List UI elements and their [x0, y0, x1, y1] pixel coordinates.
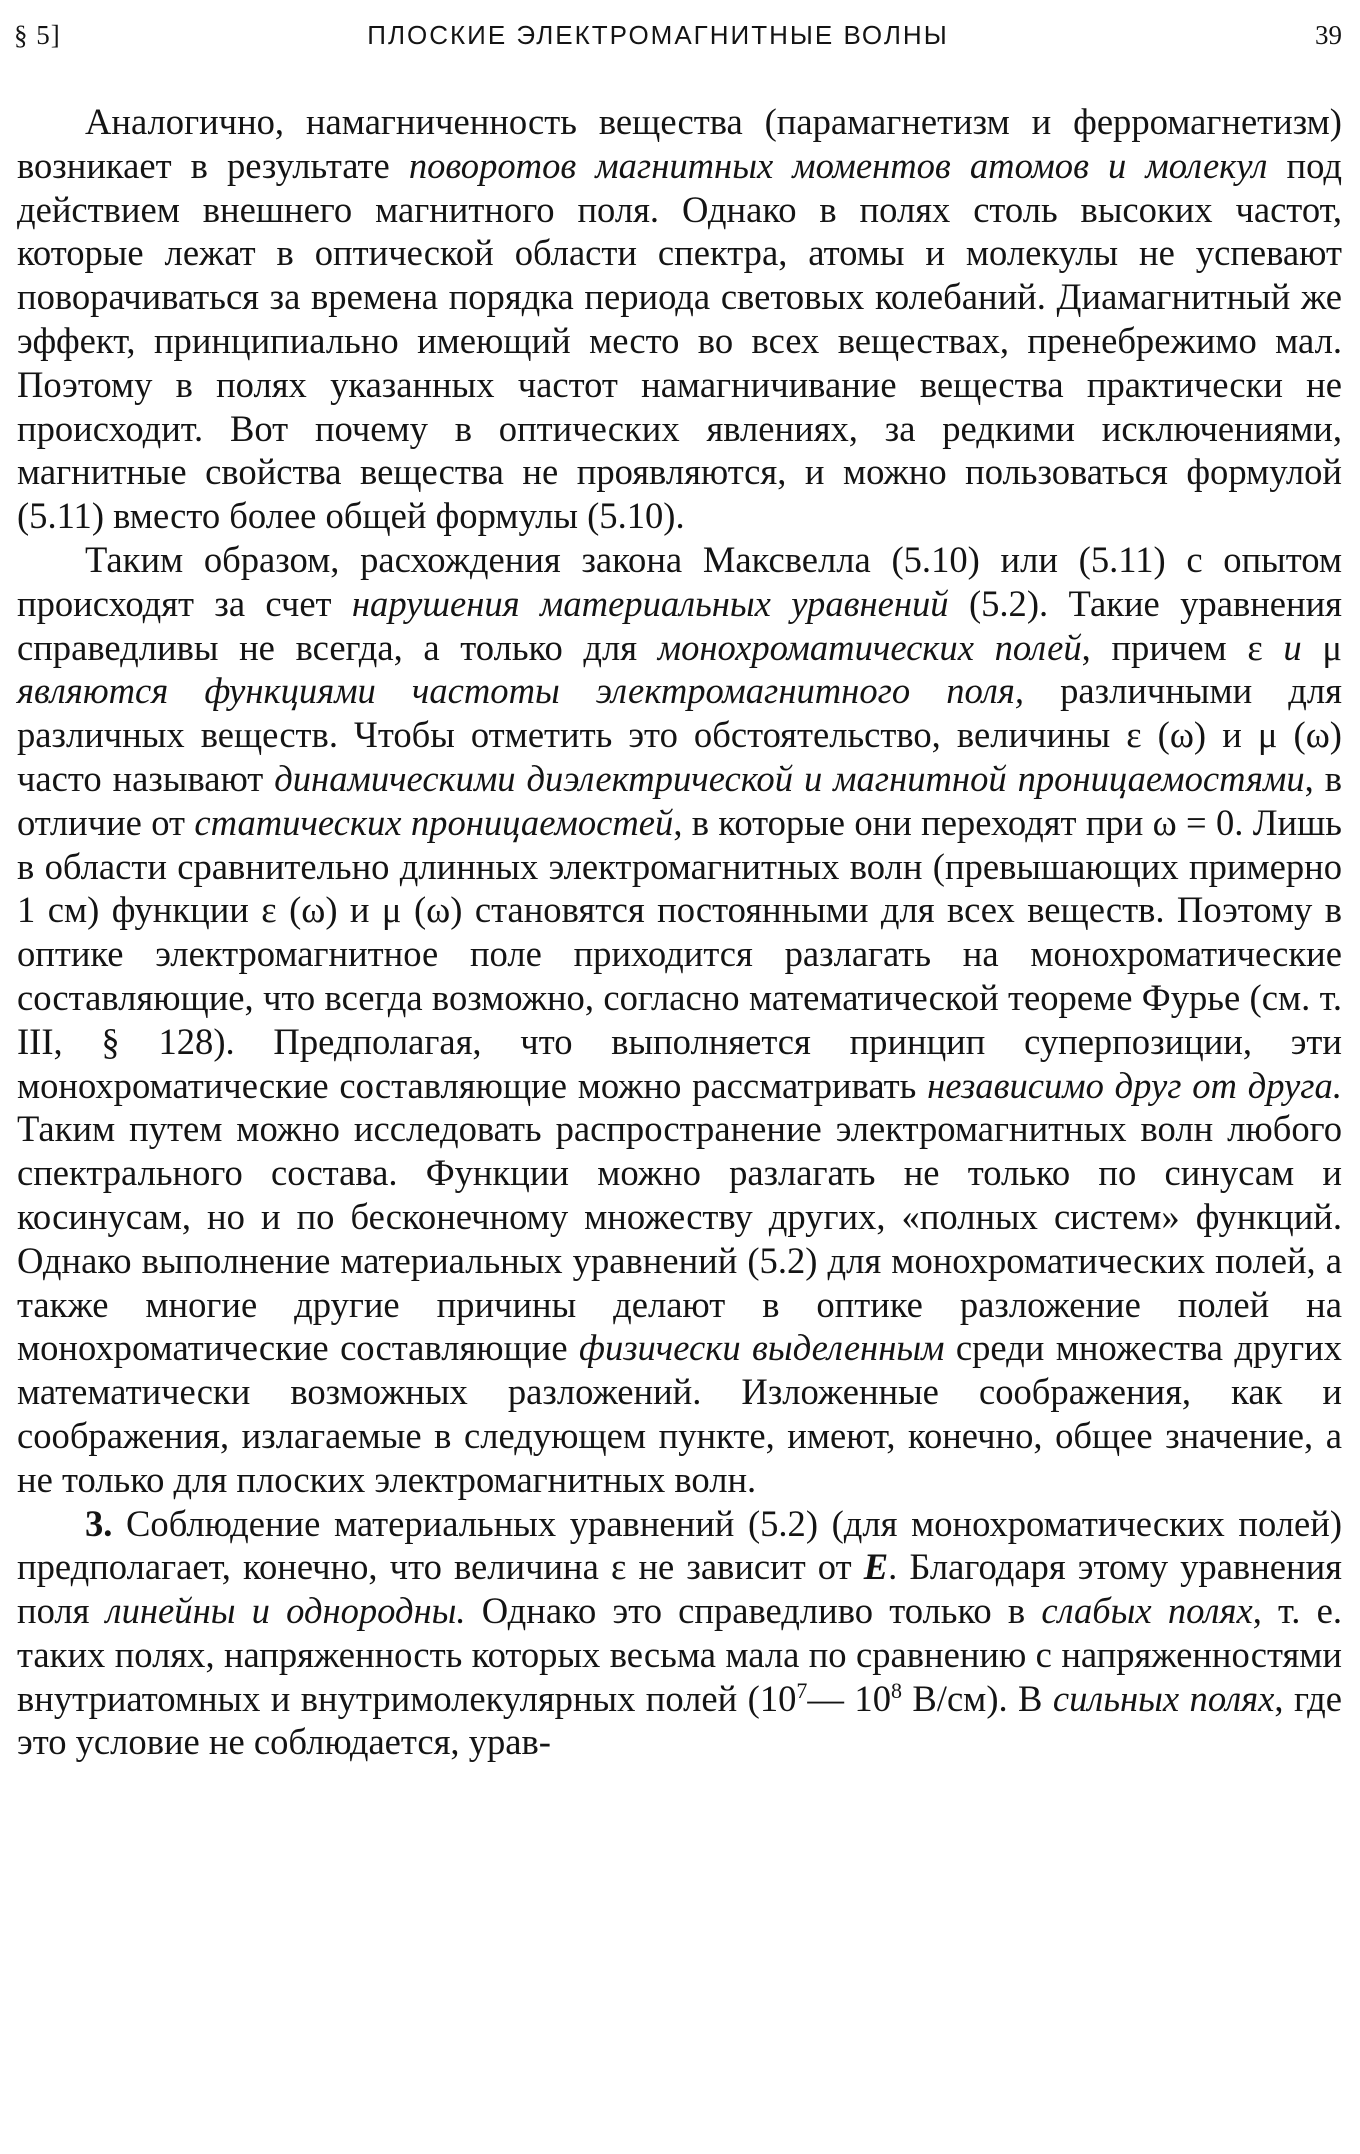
paragraph-magnetization: Аналогично, намагниченность вещества (парамагнетизм и ферромагнетизм) возникает в результате поворотов магнитных моментов атомов и молекул под действием внешнего магнитного поля. Однако в полях столь высоких частот, которые лежат в оптической области спектра, атомы и молекулы не успевают поворачиваться за времена порядка периода световых колебаний. Диамагнитный же эффект, принципиально имеющий место во всех веществах, пренебрежимо мал. Поэтому в полях указанных частот намагничивание вещества практически не происходит. Вот почему в оптических явлениях, за редкими исключениями, магнитные свойства вещества не проявляются, и можно пользоваться формулой (5.11) вместо более общей формулы (5.10).	[17, 101, 1342, 537]
text-run: являются функциями частоты электромагнитного поля,	[17, 670, 1025, 712]
text-run: E	[863, 1546, 889, 1588]
text-run: и	[1283, 626, 1302, 668]
section-number: § 5]	[14, 19, 61, 50]
paragraph-material-equations: Таким образом, расхождения закона Максвелла (5.10) или (5.11) с опытом происходят за счет нарушения материальных уравнений (5.2). Такие уравнения справедливы не всегда, а только для монохроматических полей, причем ε и μ являются функциями частоты электромагнитного поля, различными для различных веществ. Чтобы отметить это обстоятельство, величины ε (ω) и μ (ω) часто называют динамическими диэлектрической и магнитной проницаемостями, в отличие от статических проницаемостей, в которые они переходят при ω = 0. Лишь в области сравнительно длинных электромагнитных волн (превышающих примерно 1 см) функции ε (ω) и μ (ω) становятся постоянными для всех веществ. Поэтому в оптике электромагнитное поле приходится разлагать на монохроматические составляющие, что всегда возможно, согласно математической теореме Фурье (см. т. III, § 128). Предполагая, что выполняется принцип суперпозиции, эти монохроматические составляющие можно рассматривать независимо друг от друга. Таким путем можно исследовать распространение электромагнитных волн любого спектрального состава. Функции можно разлагать не только по синусам и косинусам, но и по бесконечному множеству других, «полных систем» функций. Однако выполнение материальных уравнений (5.2) для монохроматических полей, а также многие другие причины делают в оптике разложение полей на монохроматические составляющие физически выделенным среди множества других математически возможных разложений. Изложенные соображения, как и соображения, излагаемые в следующем пункте, имеют, конечно, общее значение, а не только для плоских электромагнитных волн.	[17, 538, 1343, 1500]
text-run: статических проницаемостей	[194, 801, 674, 843]
paragraph-weak-fields: 3. Соблюдение материальных уравнений (5.2) (для монохроматических полей) предполагает, конечно, что величина ε не зависит от E. Благодаря этому уравнения поля линейны и однородны. Однако это справедливо только в слабых полях, т. е. таких полях, напряженность которых весьма мала по сравнению с напряженностями внутриатомных и внутримолекулярных полей ($10^7—$ $10^8$ В/см). В сильных полях, где это условие не соблюдается, урав-	[17, 1502, 1342, 1763]
body-text	[17, 100, 1342, 2154]
text-run: монохроматических полей	[657, 626, 1082, 668]
running-title: ПЛОСКИЕ ЭЛЕКТРОМАГНИТНЫЕ ВОЛНЫ	[367, 19, 949, 50]
text-run: динамическими диэлектрической и магнитной проницаемостями	[274, 757, 1305, 799]
text-run: поворотов магнитных моментов атомов и молекул	[408, 144, 1268, 186]
text-run: 3.	[85, 1502, 113, 1544]
text-run: независимо друг от друга.	[927, 1064, 1342, 1106]
text-run: сильных полях	[1052, 1677, 1275, 1719]
text-run: слабых полях	[1041, 1590, 1253, 1632]
text-run: 7	[796, 1677, 808, 1703]
text-run: нарушения материальных уравнений	[351, 582, 949, 624]
text-run: линейны и однородны.	[105, 1590, 466, 1632]
running-head	[14, 14, 1342, 56]
page-number: 39	[1315, 19, 1342, 50]
text-run: 8	[890, 1677, 902, 1703]
text-run: физически выделенным	[578, 1327, 945, 1369]
